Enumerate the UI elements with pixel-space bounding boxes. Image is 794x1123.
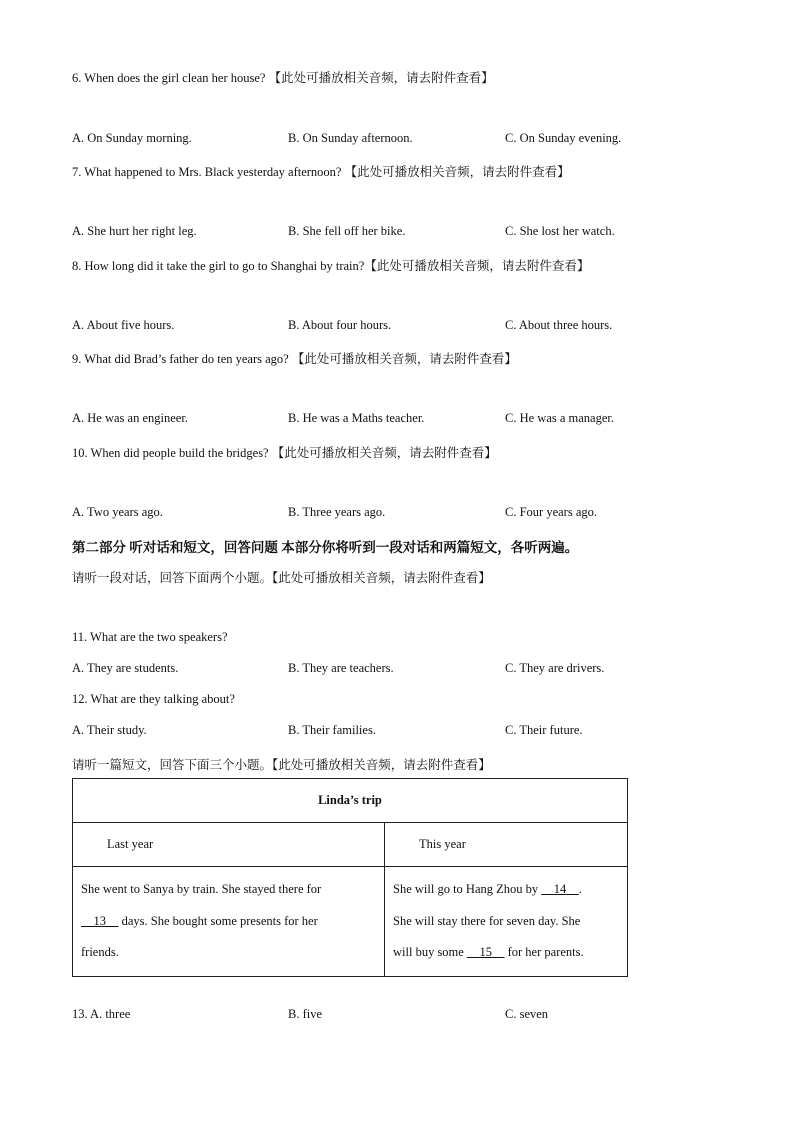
blank-number: 13 <box>93 913 106 928</box>
dialogue-instruction: 请听一段对话，回答下面两个小题。【此处可播放相关音频，请去附件查看】 <box>72 571 491 585</box>
question-6-options <box>72 131 712 149</box>
text-line: She will stay there for seven day. She <box>393 913 581 928</box>
blank-number: 14 <box>553 882 567 897</box>
passage-instruction: 请听一篇短文，回答下面三个小题。【此处可播放相关音频，请去附件查看】 <box>72 758 491 772</box>
option-c: C. About three hours. <box>505 318 613 332</box>
option-c: C. She lost her watch. <box>505 224 615 238</box>
option-a: A. Their study. <box>72 723 147 737</box>
question-10: 10. When did people build the bridges? 【此处可播放相关音频，请去附件查看】 <box>72 446 497 460</box>
option-a: A. They are students. <box>72 661 179 675</box>
question-8: 8. How long did it take the girl to go to Shanghai by train?【此处可播放相关音频，请去附件查看】 <box>72 259 590 273</box>
option-c: C. On Sunday evening. <box>505 131 622 145</box>
option-b: B. He was a Maths teacher. <box>288 411 425 425</box>
option-a: 13. A. three <box>72 1007 131 1021</box>
option-b: B. Three years ago. <box>288 505 386 519</box>
option-c: C. Their future. <box>505 723 583 737</box>
question-6: 6. When does the girl clean her house? 【此处可播放相关音频，请去附件查看】 <box>72 71 494 85</box>
col-header-last-year: Last year <box>73 823 385 867</box>
question-7-options <box>72 224 712 242</box>
text-line: She went to Sanya by train. She stayed there for <box>81 882 322 897</box>
option-c: C. He was a manager. <box>505 411 614 425</box>
last-year-cell <box>73 867 385 977</box>
text-line: will buy some <box>393 945 464 960</box>
question-11-options <box>72 661 712 679</box>
linda-trip-table <box>72 778 628 977</box>
question-11: 11. What are the two speakers? <box>72 630 228 644</box>
option-c: C. They are drivers. <box>505 661 605 675</box>
text-line: for her parents. <box>507 945 584 960</box>
option-a: A. About five hours. <box>72 318 175 332</box>
option-a: A. She hurt her right leg. <box>72 224 197 238</box>
option-a: A. Two years ago. <box>72 505 163 519</box>
option-b: B. They are teachers. <box>288 661 394 675</box>
part2-heading: 第二部分 听对话和短文，回答问题 本部分你将听到一段对话和两篇短文，各听两遍。 <box>72 540 579 555</box>
text-line: She will go to Hang Zhou by <box>393 882 539 897</box>
question-12: 12. What are they talking about? <box>72 692 235 706</box>
option-c: C. Four years ago. <box>505 505 597 519</box>
this-year-cell <box>385 867 628 977</box>
option-b: B. On Sunday afternoon. <box>288 131 413 145</box>
blank-number: 15 <box>479 945 492 960</box>
col-header-this-year: This year <box>385 823 628 867</box>
question-7: 7. What happened to Mrs. Black yesterday afternoon? 【此处可播放相关音频，请去附件查看】 <box>72 165 570 179</box>
answer-blank-13 <box>81 914 119 928</box>
table-title: Linda’s trip <box>73 779 628 823</box>
option-b: B. five <box>288 1007 323 1021</box>
text-line: days. She bought some presents for her <box>121 913 318 928</box>
question-12-options <box>72 723 712 741</box>
option-a: A. He was an engineer. <box>72 411 188 425</box>
question-9: 9. What did Brad’s father do ten years ago? 【此处可播放相关音频，请去附件查看】 <box>72 352 517 366</box>
answer-blank-14 <box>541 882 579 896</box>
option-b: B. About four hours. <box>288 318 392 332</box>
question-13-options <box>72 1007 712 1025</box>
option-a: A. On Sunday morning. <box>72 131 192 145</box>
option-b: B. Their families. <box>288 723 376 737</box>
question-9-options <box>72 411 712 429</box>
option-b: B. She fell off her bike. <box>288 224 406 238</box>
text-line: friends. <box>81 945 119 960</box>
option-c: C. seven <box>505 1007 549 1021</box>
question-8-options <box>72 318 712 336</box>
answer-blank-15 <box>467 945 505 959</box>
question-10-options <box>72 505 712 523</box>
text-line: . <box>578 882 582 897</box>
